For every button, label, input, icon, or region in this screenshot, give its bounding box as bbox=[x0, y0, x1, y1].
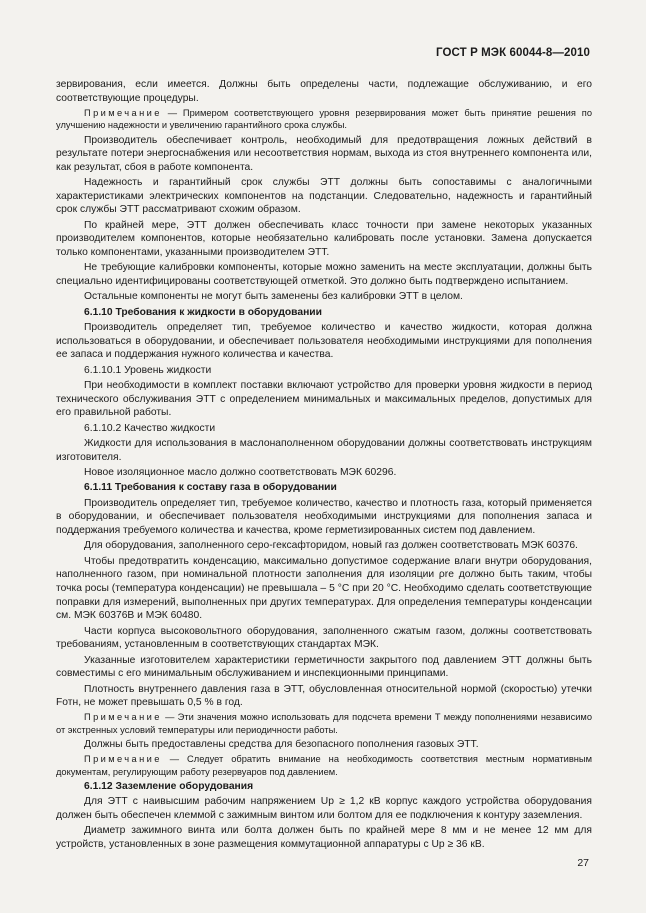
paragraph: Для оборудования, заполненного серо-гексафторидом, новый газ должен соответствовать МЭК 60376. bbox=[84, 540, 578, 552]
note-text: — Следует обратить внимание на необходимость соответствия местным нормативным документам, регулирующим работу резервуаров под давлением. bbox=[56, 754, 592, 777]
note-label: Примечание bbox=[84, 107, 162, 118]
note bbox=[56, 753, 592, 778]
paragraph: зервирования, если имеется. Должны быть определены части, подлежащие обслуживанию, и его соответствующие процедуры. bbox=[56, 79, 592, 104]
paragraph: Плотность внутреннего давления газа в ЭТТ, обусловленная относительной нормой (скоростью) утечки Fотн, не может превышать 0,5 % в год. bbox=[56, 683, 592, 709]
paragraph: Производитель обеспечивает контроль, необходимый для предотвращения ложных действий в результате потери энергоснабжения или несоответствия нормам, выхода из стоя внутреннего компонента или, как результат, сбоя в работе компонента. bbox=[56, 134, 592, 173]
page-number: 27 bbox=[577, 857, 589, 869]
subsection-heading: 6.1.10.2 Качество жидкости bbox=[84, 422, 216, 434]
document-body bbox=[56, 78, 592, 853]
paragraph: Производитель определяет тип, требуемое количество и качество жидкости, которая должна использоваться в оборудовании, и обеспечивает пользователя необходимыми инструкциями для пополнения ее запаса и поддержания нужного количества и качества. bbox=[56, 322, 592, 361]
paragraph: Надежность и гарантийный срок службы ЭТТ должны быть сопоставимы с аналогичными характеристиками электрических компонентов на подстанции. Следовательно, надежность и гарантийный срок службы ЭТТ рассматривают схожим образом. bbox=[56, 177, 592, 216]
paragraph: Остальные компоненты не могут быть заменены без калибровки ЭТТ в целом. bbox=[84, 291, 463, 303]
paragraph: Производитель определяет тип, требуемое количество, качество и плотность газа, который применяется в оборудовании, и обеспечивает пользователя необходимыми инструкциями для пополнения запаса и поддержания требуемого количества и качества, кроме герметизированных систем под давлением. bbox=[56, 497, 592, 536]
paragraph: Должны быть предоставлены средства для безопасного пополнения газовых ЭТТ. bbox=[84, 739, 479, 751]
paragraph: Чтобы предотвратить конденсацию, максимально допустимое содержание влаги внутри оборудования, наполненного газом, при номинальной плотности заполнения для изоляции ρre должно быть таким, чтобы точка росы (температура конденсации) не превышала – 5 °С при 20 °С. Необходимо сделать соответствующие поправки для измерений, выполненных при других температурах. Для определения температуры конденсации см. МЭК 60376В и МЭК 60480. bbox=[56, 555, 592, 622]
paragraph: Новое изоляционное масло должно соответствовать МЭК 60296. bbox=[84, 467, 397, 479]
note-text: — Примером соответствующего уровня резервирования может быть принятие решения по улучшению надежности и увеличению гарантийного срока службы. bbox=[56, 107, 592, 131]
paragraph: По крайней мере, ЭТТ должен обеспечивать класс точности при замене некоторых указанных производителем компонентов, которые необязательно калибровать после установки. Замена допускается только компонентами, указанными производителем ЭТТ. bbox=[56, 219, 592, 258]
paragraph: Для ЭТТ с наивысшим рабочим напряжением Uр ≥ 1,2 кВ корпус каждого устройства оборудования должен быть обеспечен клеммой с зажимным винтом или болтом для ее подключения к контуру заземления. bbox=[56, 796, 592, 822]
note-text: — Эти значения можно использовать для подсчета времени T между пополнениями независимо от экстренных условий температуры или периодичности работы. bbox=[56, 712, 592, 735]
paragraph: При необходимости в комплект поставки включают устройство для проверки уровня жидкости в период технического обслуживания ЭТТ с определением минимальных и максимальных пределов, допустимых для его правильной работы. bbox=[56, 380, 592, 419]
standard-header: ГОСТ Р МЭК 60044-8—2010 bbox=[436, 47, 590, 59]
note bbox=[56, 711, 592, 736]
note bbox=[56, 107, 592, 132]
note-label: Примечание bbox=[84, 754, 162, 765]
paragraph: Не требующие калибровки компоненты, которые можно заменить на месте эксплуатации, должны быть специально идентифицированы соответствующей отметкой. Это должно быть подтверждено испытанием. bbox=[56, 262, 592, 287]
subsection-heading: 6.1.10.1 Уровень жидкости bbox=[84, 364, 212, 376]
section-heading: 6.1.10 Требования к жидкости в оборудовании bbox=[84, 306, 322, 318]
paragraph: Жидкости для использования в маслонаполненном оборудовании должны соответствовать инструкциям изготовителя. bbox=[56, 438, 592, 463]
section-heading: 6.1.12 Заземление оборудования bbox=[84, 781, 254, 793]
paragraph: Диаметр зажимного винта или болта должен быть по крайней мере 8 мм и не менее 12 мм для устройств, установленных в зоне размещения коммутационной аппаратуры с Uр ≥ 36 кВ. bbox=[56, 825, 592, 851]
paragraph: Указанные изготовителем характеристики герметичности закрытого под давлением ЭТТ должны быть совместимы с его минимальным обслуживанием и инспекционными принципами. bbox=[56, 654, 592, 680]
note-label: Примечание bbox=[84, 712, 162, 723]
paragraph: Части корпуса высоковольтного оборудования, заполненного сжатым газом, должны соответствовать требованиям, установленным в соответствующих стандартах МЭК. bbox=[56, 625, 592, 651]
section-heading: 6.1.11 Требования к составу газа в оборудовании bbox=[84, 482, 337, 494]
